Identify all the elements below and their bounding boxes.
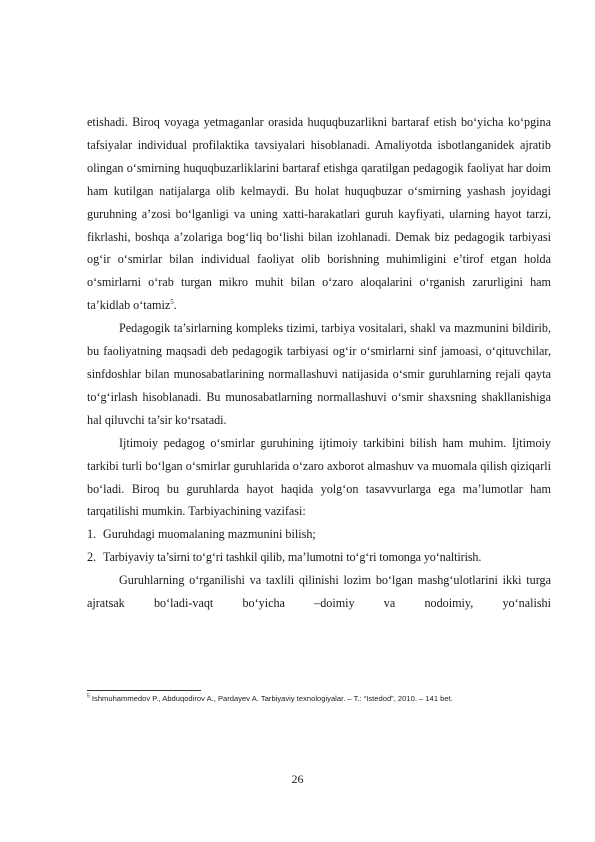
- footnote-marker: 5: [87, 693, 90, 700]
- page-number: 26: [291, 772, 304, 786]
- list-item: [87, 523, 551, 546]
- paragraph: Pedagogik ta’sirlarning kompleks tizimi, tarbiya vositalari, shakl va mazmunini bildirib, bu faoliyatning maqsadi deb pedagogik tarbiyasi og‘ir o‘smirlarni sinf jamoasi, o‘qituvchilar, sinfdoshlar bilan munosabatlarining normallashuvi natijasida o‘smir guruhlarning rejali qayta to‘g‘irlash hisoblanadi. Bu munosabatlarning normallashuvi o‘smir shaxsning shakllanishiga hal qiluvchi ta’sir ko‘rsatadi.: [87, 321, 551, 427]
- list-item-text: Tarbiyaviy ta’sirni to‘g‘ri tashkil qilib, ma’lumotni to‘g‘ri tomonga yo‘naltirish.: [103, 550, 482, 565]
- list-item-text: Guruhdagi muomalaning mazmunini bilish;: [103, 527, 316, 542]
- footnote-text: Ishmuhammedov P., Abduqodirov A., Pardayev A. Tarbiyaviy texnologiyalar. – T.: “Istedod”, 2010. – 141 bet.: [91, 694, 453, 703]
- list-item: [87, 546, 551, 569]
- paragraph: Guruhlarning o‘rganilishi va taxlili qilinishi lozim bo‘lgan mashg‘ulotlarini ikki turga ajratsak bo‘ladi-vaqt bo‘yicha –doimiy va nodoimiy, yo‘nalishi: [87, 573, 551, 611]
- numbered-list: [87, 523, 551, 569]
- paragraph: Ijtimoiy pedagog o‘smirlar guruhining ijtimoiy tarkibini bilish ham muhim. Ijtimoiy tarkibi turli bo‘lgan o‘smirlar guruhlarida o‘zaro axborot almashuv va muomala qilish qiziqarli bo‘ladi. Biroq bu guruhlarda hayot haqida yolg‘on tasavvurlarga ega ma’lumotlar ham tarqatilishi mumkin. Tarbiyachining vazifasi:: [87, 435, 551, 519]
- footnote-divider: [87, 690, 201, 691]
- paragraph-text: etishadi. Biroq voyaga yetmaganlar orasida huquqbuzarlikni bartaraf etish bo‘yicha ko‘pgina tafsiyalar individual profilaktika tavsiyalari hisoblanadi. Amaliyotda isbotlanganidek ajratib olingan o‘smirning huquqbuzarliklarini bartaraf etishga qaratilgan pedagogik faoliyat har doim ham kutilgan natijalarga olib kelmaydi. Bu holat huquqbuzar o‘smirning yashash joyidagi guruhning a’zosi bo‘lganligi va uning xatti-harakatlari guruh kayfiyati, ularning hayot tarzi, fikrlashi, boshqa a’zolariga bog‘liq bo‘lishi bilan izohlanadi. Demak biz pedagogik tarbiyasi og‘ir o‘smirlar bilan individual faoliyat olib borishning muhimligini e’tirof etgan holda o‘smirlarni o‘rab turgan mikro muhit bilan o‘zaro aloqalarini o‘rganish zarurligini ham ta’kidlab o‘tamiz: [87, 115, 551, 313]
- list-number: 2.: [87, 550, 97, 565]
- paragraph-end: .: [173, 298, 177, 313]
- document-body: [87, 111, 551, 615]
- footnote: [87, 694, 557, 704]
- paragraph: [87, 111, 551, 317]
- footnote-reference: 5: [170, 298, 174, 307]
- list-number: 1.: [87, 527, 97, 542]
